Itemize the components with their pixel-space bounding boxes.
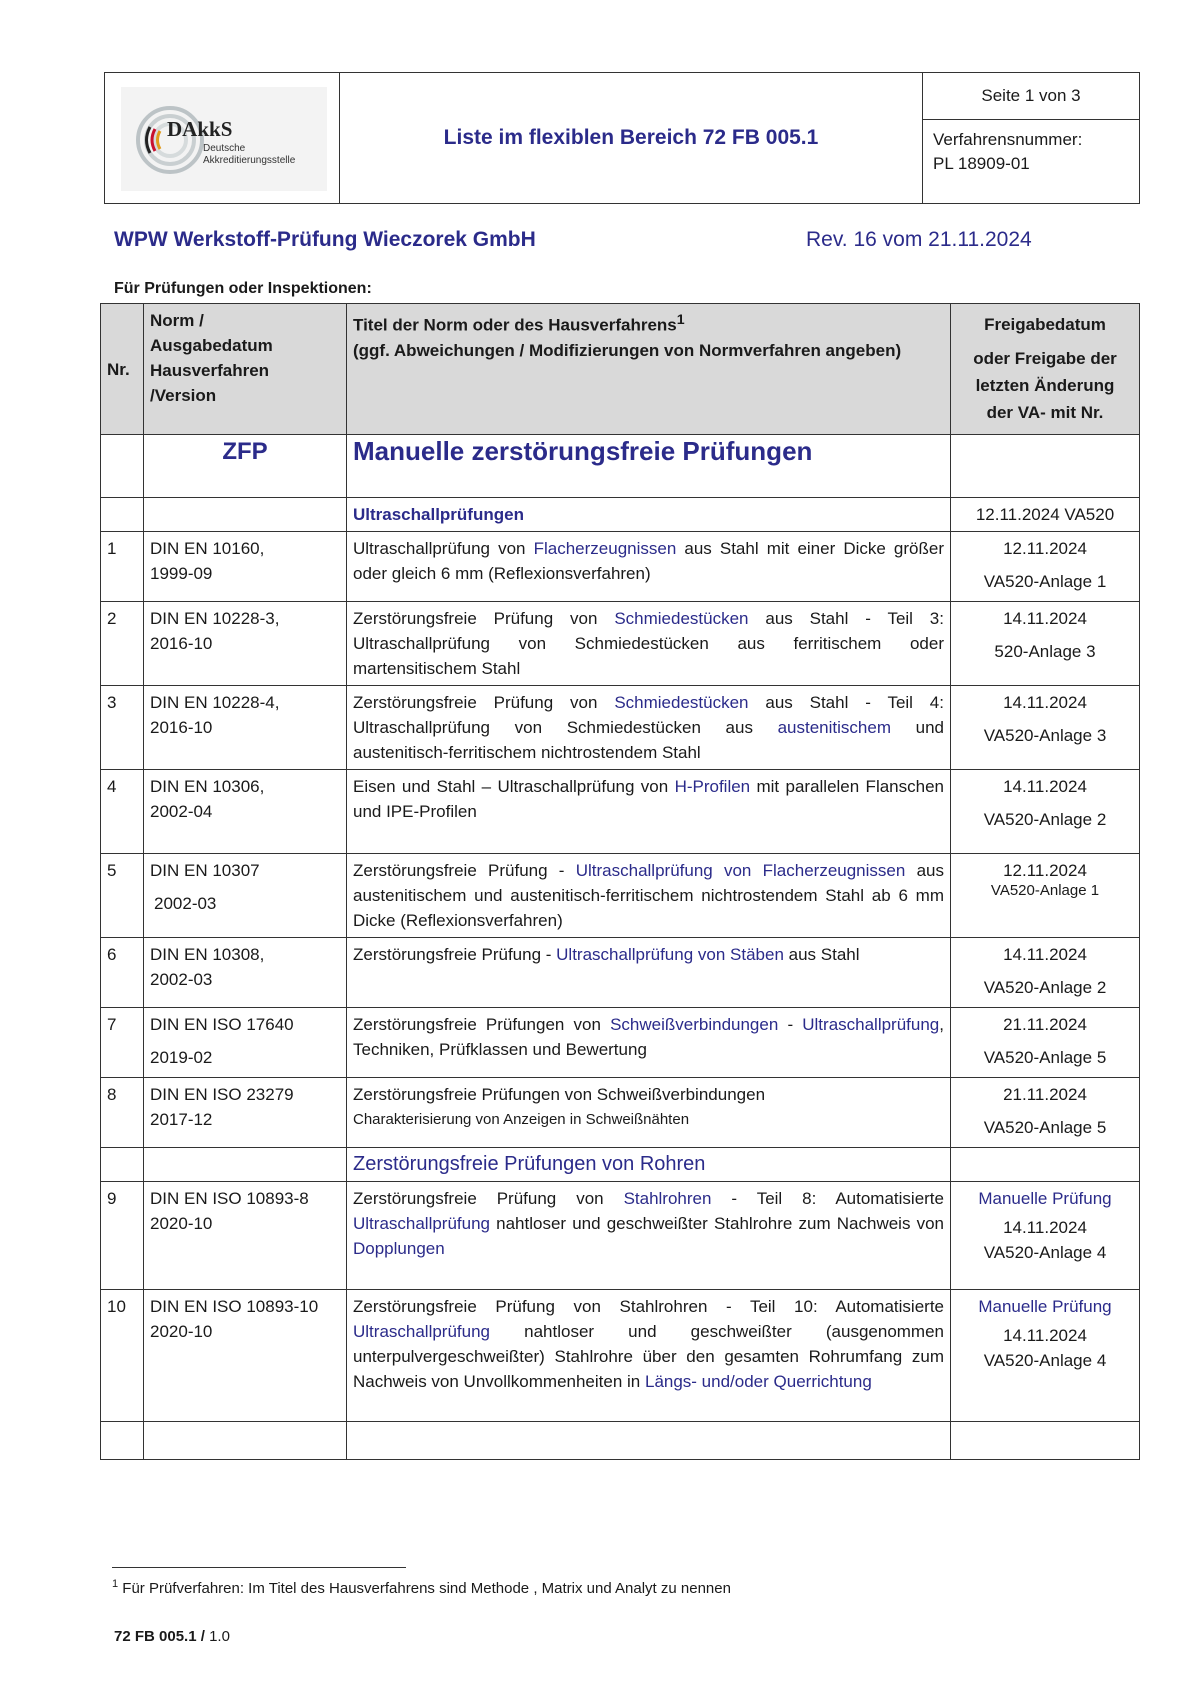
norm-date: 2002-03: [154, 894, 217, 913]
footnote: [112, 1578, 731, 1597]
norm-cell: [144, 1008, 347, 1078]
norm-date: 2002-03: [150, 970, 213, 989]
release-date: 14.11.2024: [1003, 945, 1087, 964]
title-highlight: Dopplungen: [353, 1239, 445, 1258]
norm-date: 1999-09: [150, 564, 213, 583]
empty-cell: [101, 435, 144, 498]
date-cell: [951, 1008, 1140, 1078]
header-norm-line: Ausgabedatum: [150, 336, 273, 355]
norm-cell: [144, 686, 347, 770]
norm-date: 2016-10: [150, 718, 213, 737]
date-cell: [951, 1182, 1140, 1290]
table-row: [101, 1290, 1140, 1422]
title-text: mit parallelen Flanschen und IPE-Profilen: [353, 777, 944, 821]
title-highlight: Ultraschallprüfung von Flacherzeugnissen: [575, 861, 906, 880]
title-text: -: [778, 1015, 803, 1034]
norm-cell: [144, 1290, 347, 1422]
title-cell: [347, 602, 951, 686]
logo-name: DAkkS: [167, 117, 233, 141]
title-cell: [347, 686, 951, 770]
empty-row: [101, 1422, 1140, 1460]
section-row-zfp: [101, 435, 1140, 498]
empty-cell: [144, 1422, 347, 1460]
header-title-text: Titel der Norm oder des Hausverfahrens: [353, 315, 677, 335]
va-number: 520-Anlage 3: [994, 642, 1096, 661]
logo-subtitle-line-1: Deutsche: [203, 143, 246, 154]
date-cell: [951, 1078, 1140, 1148]
header-date: [951, 304, 1140, 435]
date-cell: [951, 686, 1140, 770]
norm-date: 2017-12: [150, 1110, 213, 1129]
release-date: 14.11.2024: [1003, 693, 1087, 712]
table-row: [101, 532, 1140, 602]
va-number: VA520-Anlage 1: [983, 572, 1107, 591]
release-date: 14.11.2024: [1003, 609, 1087, 628]
title-text: Zerstörungsfreie Prüfung von: [353, 609, 615, 628]
title-text: aus Stahl: [783, 945, 860, 964]
table-row: [101, 1078, 1140, 1148]
procedure-number: PL 18909-01: [933, 154, 1030, 173]
header-date-line: Freigabedatum: [984, 315, 1106, 334]
row-number: 5: [101, 854, 144, 938]
procedure-number-label: Verfahrensnummer:: [933, 130, 1083, 149]
header-norm-line: Norm /: [150, 311, 204, 330]
title-text: Zerstörungsfreie Prüfung -: [353, 861, 576, 880]
row-number: 4: [101, 770, 144, 854]
subsection-row-ultrasonic: [101, 498, 1140, 532]
release-date: 14.11.2024: [1003, 777, 1087, 796]
va-number: VA520-Anlage 4: [983, 1351, 1107, 1370]
date-cell: [951, 770, 1140, 854]
title-text: und austenitisch-ferritischem nichtrostendem Stahl: [353, 718, 944, 762]
title-highlight: Schmiedestücken: [614, 693, 749, 712]
release-date: 12.11.2024: [1003, 539, 1087, 558]
revision-info: Rev. 16 vom 21.11.2024: [806, 228, 1032, 251]
norm-cell: [144, 938, 347, 1008]
norm-cell: [144, 602, 347, 686]
test-type: Manuelle Prüfung: [978, 1189, 1112, 1208]
title-cell: [347, 854, 951, 938]
company-name: WPW Werkstoff-Prüfung Wieczorek GmbH: [114, 228, 536, 251]
title-highlight: austenitischem: [777, 718, 891, 737]
footnote-text: Für Prüfverfahren: Im Titel des Hausverfahrens sind Methode , Matrix und Analyt zu nennen: [122, 1580, 731, 1597]
title-text: - Teil 8: Automatisierte: [711, 1189, 944, 1208]
document-header: [104, 72, 1140, 204]
section-title: Manuelle zerstörungsfreie Prüfungen: [347, 435, 951, 498]
row-number: 9: [101, 1182, 144, 1290]
title-text: aus Stahl mit einer Dicke größer oder gleich 6 mm (Reflexionsverfahren): [353, 539, 944, 583]
header-norm-line: /Version: [150, 386, 217, 405]
norm-cell: [144, 532, 347, 602]
empty-cell: [951, 1422, 1140, 1460]
title-highlight: H-Profilen: [674, 777, 751, 796]
header-title-line-1: [353, 308, 944, 338]
row-number: 8: [101, 1078, 144, 1148]
release-date: 12.11.2024: [1003, 861, 1087, 880]
scope-table: [100, 303, 1140, 1460]
header-title: [347, 304, 951, 435]
header-date-line: der VA- mit Nr.: [986, 403, 1104, 422]
title-highlight: Ultraschallprüfung: [802, 1015, 940, 1034]
header-meta: [923, 73, 1139, 203]
norm-date: 2002-04: [150, 802, 213, 821]
footnote-marker: 1: [676, 312, 685, 328]
table-row: [101, 602, 1140, 686]
row-number: 10: [101, 1290, 144, 1422]
table-row: [101, 854, 1140, 938]
table-row: [101, 1008, 1140, 1078]
title-text: aus austenitischem und austenitisch-ferritischem nichtrostendem Stahl ab 6 mm Dicke (Reflexionsverfahren): [353, 861, 944, 930]
title-text: Zerstörungsfreie Prüfungen von: [353, 1015, 611, 1034]
title-text: Zerstörungsfreie Prüfung von: [353, 693, 615, 712]
title-text: aus Stahl - Teil 3: Ultraschallprüfung von Schmiedestücken aus ferritischem oder martensitischem Stahl: [353, 609, 944, 678]
norm-date: 2016-10: [150, 634, 213, 653]
title-text: , Techniken, Prüfklassen und Bewertung: [353, 1015, 944, 1059]
header-nr: Nr.: [101, 304, 144, 435]
footnote-divider: [112, 1567, 406, 1568]
norm-cell: [144, 1078, 347, 1148]
header-date-line: letzten Änderung: [975, 376, 1115, 395]
va-number: VA520-Anlage 5: [983, 1118, 1107, 1137]
title-highlight: Flacherzeugnissen: [533, 539, 677, 558]
release-date: 21.11.2024: [1003, 1085, 1087, 1104]
empty-cell: [951, 435, 1140, 498]
title-highlight: Längs- und/oder Querrichtung: [644, 1372, 872, 1391]
title-highlight: Schmiedestücken: [614, 609, 749, 628]
row-number: 1: [101, 532, 144, 602]
date-cell: [951, 532, 1140, 602]
test-type: Manuelle Prüfung: [978, 1297, 1112, 1316]
table-row: [101, 938, 1140, 1008]
norm-id: DIN EN 10306,: [150, 777, 265, 796]
va-number: VA520-Anlage 5: [983, 1048, 1107, 1067]
row-number: 7: [101, 1008, 144, 1078]
empty-cell: [144, 1148, 347, 1182]
title-highlight: Schweißverbindungen: [610, 1015, 779, 1034]
title-highlight: Ultraschallprüfung: [353, 1214, 491, 1233]
norm-cell: [144, 854, 347, 938]
norm-cell: [144, 770, 347, 854]
norm-id: DIN EN ISO 10893-8: [150, 1189, 309, 1208]
title-cell: [347, 1008, 951, 1078]
va-number: VA520-Anlage 1: [990, 882, 1100, 899]
va-number: VA520-Anlage 4: [983, 1243, 1107, 1262]
procedure-number-block: [923, 120, 1139, 184]
norm-id: DIN EN 10308,: [150, 945, 265, 964]
title-cell: [347, 1290, 951, 1422]
row-number: 3: [101, 686, 144, 770]
document-title: Liste im flexiblen Bereich 72 FB 005.1: [340, 73, 923, 203]
release-date: 14.11.2024: [1003, 1218, 1087, 1237]
norm-date: 2020-10: [150, 1322, 213, 1341]
subsection-row-pipes: [101, 1148, 1140, 1182]
form-version: 1.0: [209, 1628, 230, 1645]
title-text: nahtloser und geschweißter (ausgenommen unterpulvergeschweißter) Stahlrohre über den gesamten Rohrumfang zum Nachweis von Unvollkommenheiten in: [353, 1322, 944, 1391]
norm-date: 2019-02: [150, 1048, 213, 1067]
norm-id: DIN EN ISO 23279: [150, 1085, 294, 1104]
table-row: [101, 770, 1140, 854]
footnote-number: 1: [112, 1578, 119, 1590]
title-cell: [347, 770, 951, 854]
logo-subtitle-line-2: Akkreditierungsstelle: [203, 155, 296, 166]
form-code: [114, 1628, 230, 1645]
title-highlight: Stahlrohren: [623, 1189, 712, 1208]
title-text: Eisen und Stahl – Ultraschallprüfung von: [353, 777, 675, 796]
title-cell: [347, 1078, 951, 1148]
title-text: nahtloser und geschweißter Stahlrohre zum Nachweis von: [490, 1214, 944, 1233]
date-cell: [951, 938, 1140, 1008]
empty-cell: [144, 498, 347, 532]
release-date: 21.11.2024: [1003, 1015, 1087, 1034]
dakks-logo: [121, 87, 327, 191]
title-text: Zerstörungsfreie Prüfung -: [353, 945, 557, 964]
title-text: Zerstörungsfreie Prüfungen von Schweißverbindungen: [353, 1085, 766, 1104]
release-date: 14.11.2024: [1003, 1326, 1087, 1345]
header-norm-line: Hausverfahren: [150, 361, 270, 380]
row-number: 2: [101, 602, 144, 686]
section-code: ZFP: [144, 435, 347, 498]
table-header-row: [101, 304, 1140, 435]
norm-date: 2020-10: [150, 1214, 213, 1233]
title-subtext: Charakterisierung von Anzeigen in Schweißnähten: [353, 1111, 690, 1128]
empty-cell: [101, 1148, 144, 1182]
empty-cell: [951, 1148, 1140, 1182]
row-number: 6: [101, 938, 144, 1008]
header-norm: [144, 304, 347, 435]
title-cell: [347, 938, 951, 1008]
subsection-title: Ultraschallprüfungen: [347, 498, 951, 532]
date-cell: [951, 1290, 1140, 1422]
empty-cell: [347, 1422, 951, 1460]
empty-cell: [101, 1422, 144, 1460]
subsection-title: Zerstörungsfreie Prüfungen von Rohren: [347, 1148, 951, 1182]
table-row: [101, 1182, 1140, 1290]
title-text: Ultraschallprüfung von: [353, 539, 534, 558]
header-date-line: oder Freigabe der: [973, 349, 1117, 368]
title-text: aus Stahl - Teil 4: Ultraschallprüfung von Schmiedestücken aus: [353, 693, 944, 737]
title-cell: [347, 532, 951, 602]
norm-id: DIN EN 10307: [150, 861, 260, 880]
subsection-date: 12.11.2024 VA520: [951, 498, 1140, 532]
title-text: Zerstörungsfreie Prüfung von Stahlrohren - Teil 10: Automatisierte: [353, 1297, 944, 1316]
title-cell: [347, 1182, 951, 1290]
title-highlight: Ultraschallprüfung: [353, 1322, 491, 1341]
logo-cell: [105, 73, 340, 203]
header-title-line-2: (ggf. Abweichungen / Modifizierungen von Normverfahren angeben): [353, 340, 902, 360]
title-highlight: Ultraschallprüfung von Stäben: [556, 945, 784, 964]
va-number: VA520-Anlage 2: [983, 810, 1107, 829]
norm-id: DIN EN 10228-4,: [150, 693, 280, 712]
norm-id: DIN EN 10160,: [150, 539, 265, 558]
norm-id: DIN EN ISO 10893-10: [150, 1297, 319, 1316]
title-text: Zerstörungsfreie Prüfung von: [353, 1189, 624, 1208]
empty-cell: [101, 498, 144, 532]
norm-cell: [144, 1182, 347, 1290]
logo-subtitle: [203, 143, 295, 167]
date-cell: [951, 602, 1140, 686]
date-cell: [951, 854, 1140, 938]
page-indicator: Seite 1 von 3: [923, 73, 1139, 120]
va-number: VA520-Anlage 3: [983, 726, 1107, 745]
section-label: Für Prüfungen oder Inspektionen:: [114, 280, 372, 297]
norm-id: DIN EN ISO 17640: [150, 1015, 294, 1034]
va-number: VA520-Anlage 2: [983, 978, 1107, 997]
norm-id: DIN EN 10228-3,: [150, 609, 280, 628]
table-row: [101, 686, 1140, 770]
form-code-id: 72 FB 005.1 /: [114, 1628, 205, 1645]
